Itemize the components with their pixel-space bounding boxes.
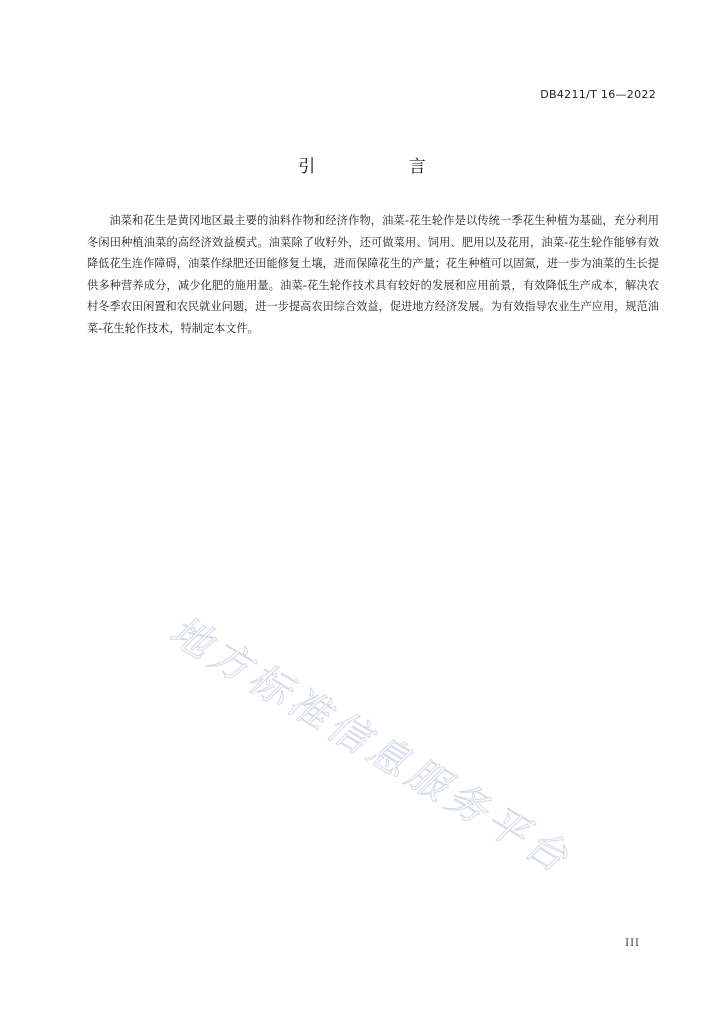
introduction-paragraph: 油菜和花生是黄冈地区最主要的油料作物和经济作物，油菜-花生轮作是以传统一季花生种植为基础，充分利用冬闲田种植油菜的高经济效益模式。油菜除了收籽外，还可做菜用、饲用、肥用以及花用，油菜-花生轮作能够有效降低花生连作障碍，油菜作绿肥还田能修复土壤，进而保障花生的产量；花生种植可以固氮，进一步为油菜的生长提供多种营养成分，减少化肥的施用量。油菜-花生轮作技术具有较好的发展和应用前景，有效降低生产成本，解决农村冬季农田闲置和农民就业问题，进一步提高农田综合效益，促进地方经济发展。为有效指导农业生产应用，规范油菜-花生轮作技术，特制定本文件。: [87, 214, 659, 335]
section-title: 引 言: [298, 157, 470, 177]
document-code: DB4211/T 16—2022: [540, 88, 656, 101]
page-number: III: [625, 938, 640, 949]
watermark: 地方标准信息服务平台: [161, 607, 580, 885]
